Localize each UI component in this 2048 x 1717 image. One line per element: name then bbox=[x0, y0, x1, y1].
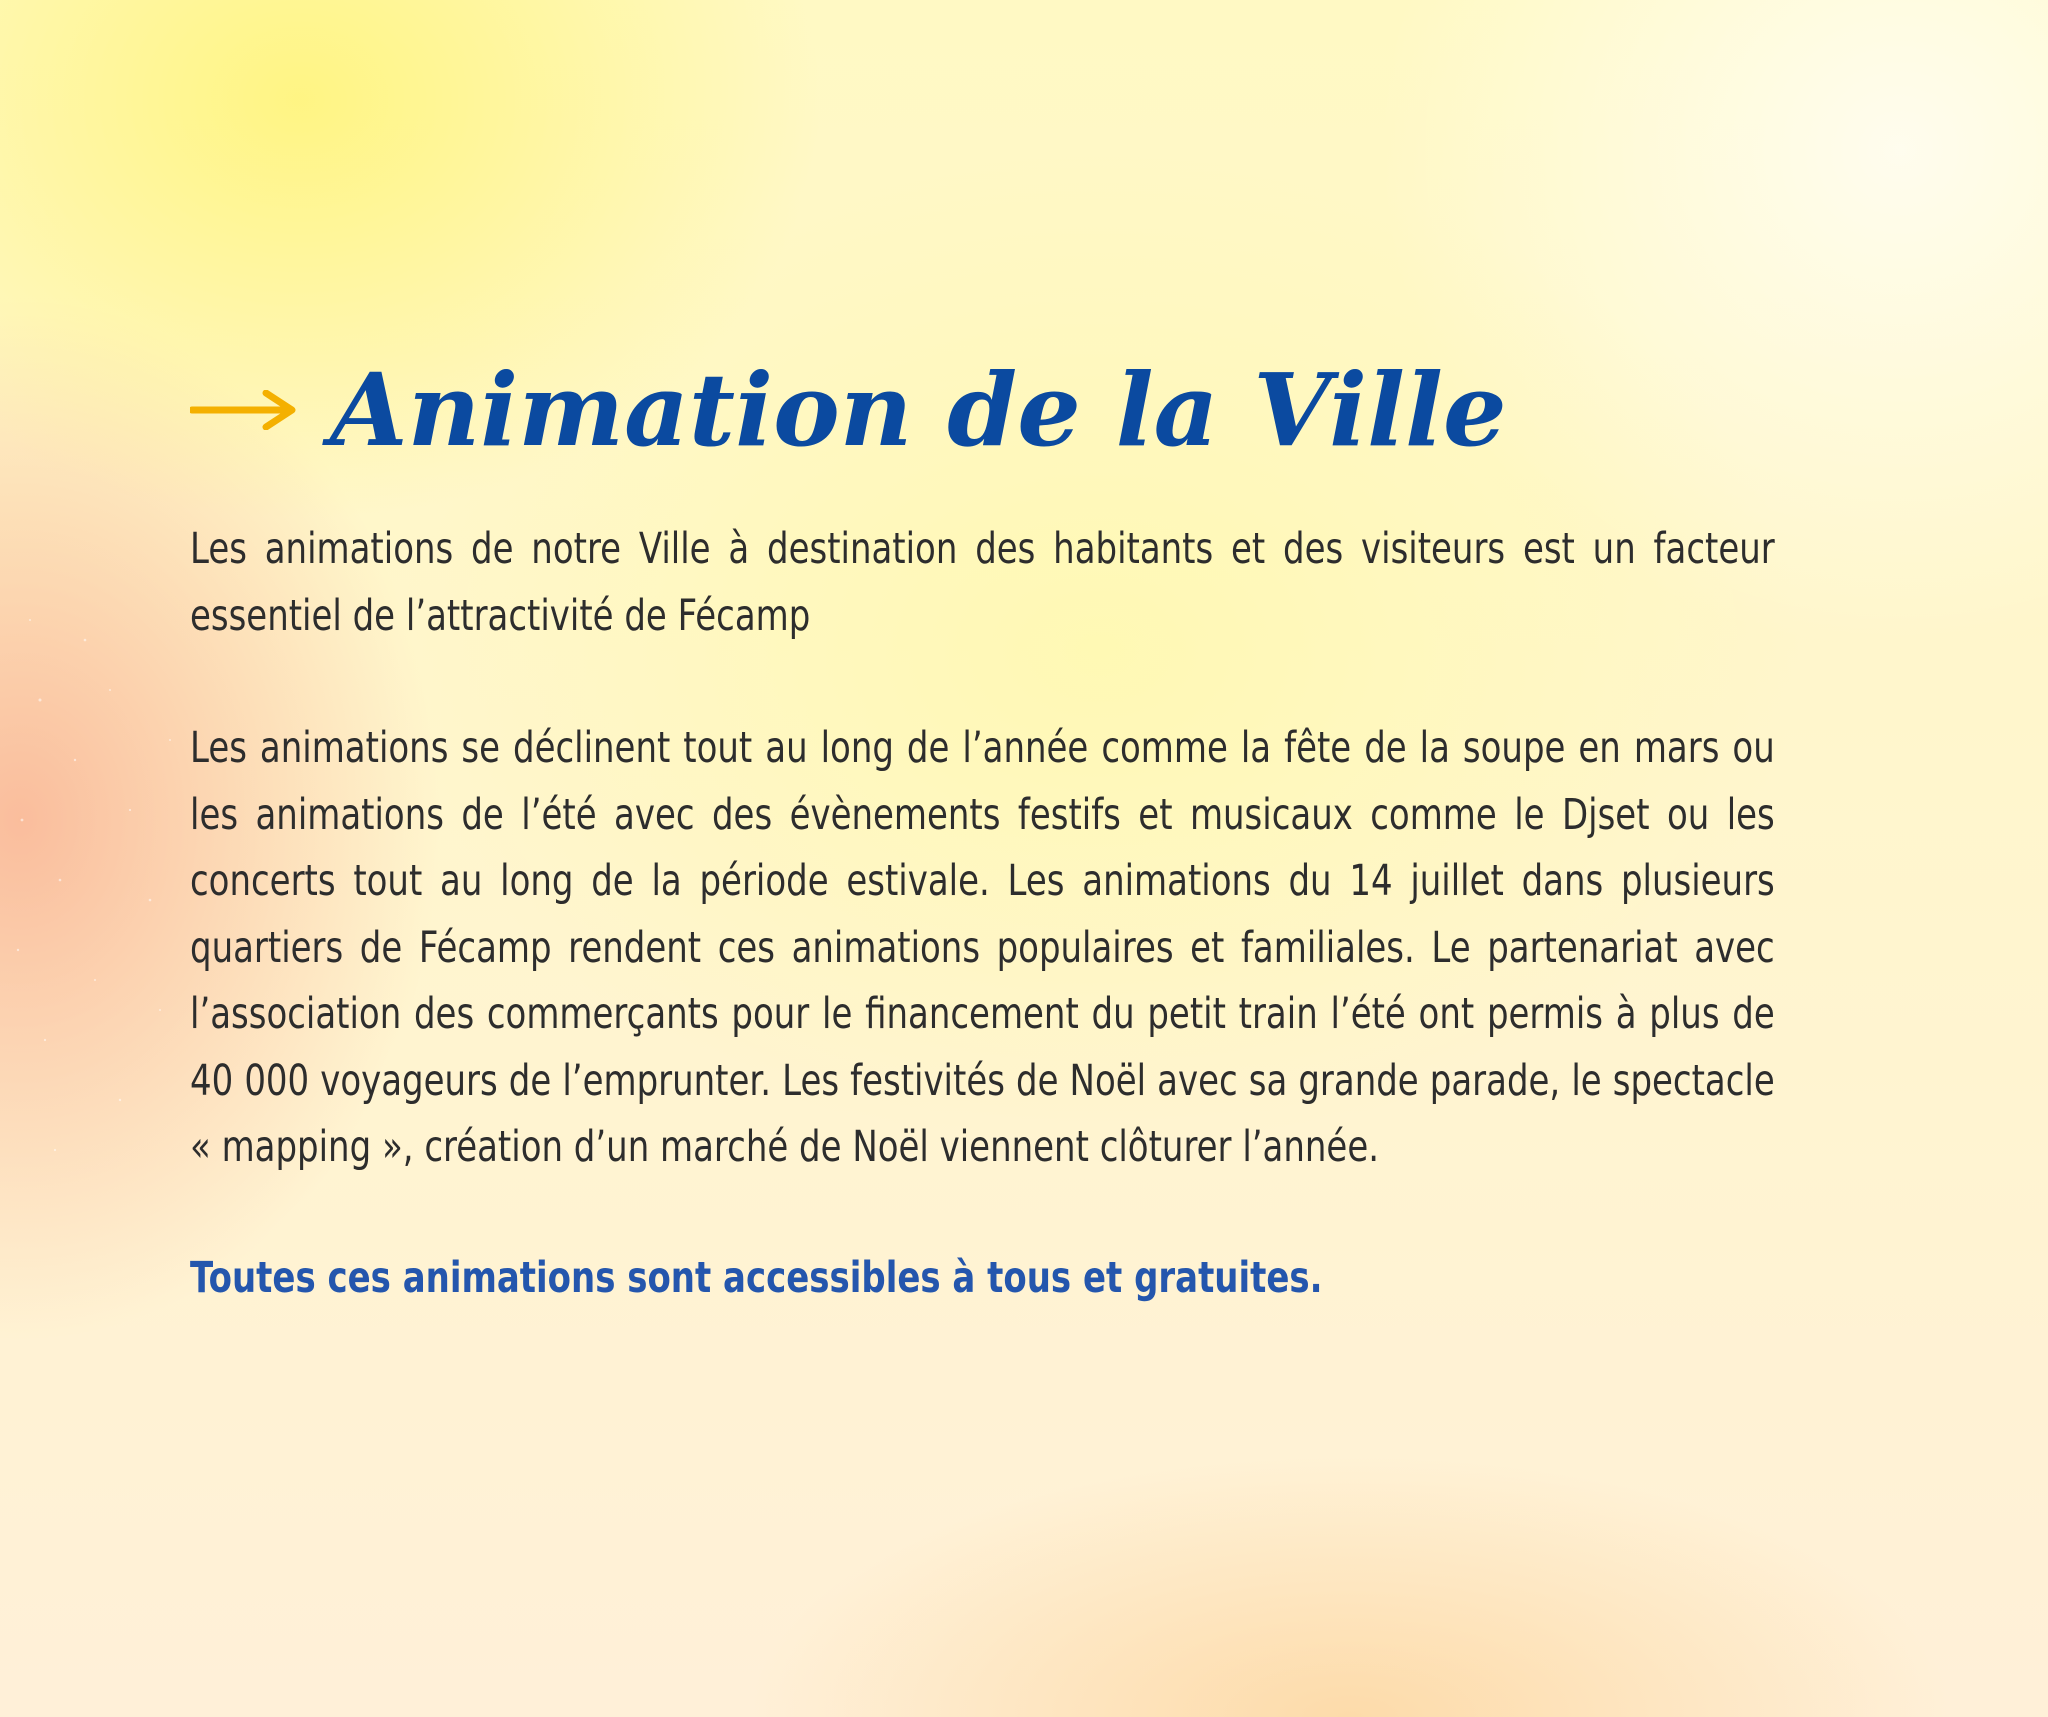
body-paragraph: Les animations se déclinent tout au long de l’année comme la fête de la soupe en mars ou les animations de l’été avec des évènements festifs et musicaux comme le Djset ou les concerts tout au long de la période estivale. Les animations du 14 juillet dans plusieurs quartiers de Fécamp rendent ces animations populaires et familiales. Le partenariat avec l’association des commerçants pour le financement du petit train l’été ont permis à plus de 40 000 voyageurs de l’emprunter. Les festivités de Noël avec sa grande parade, le spectacle « mapping », création d’un marché de Noël viennent clôturer l’année. bbox=[190, 723, 1775, 1172]
intro-paragraph: Les animations de notre Ville à destination des habitants et des visiteurs est un facteur essentiel de l’attractivité de Fécamp bbox=[190, 524, 1775, 641]
article bbox=[190, 340, 1775, 1311]
highlight-statement: Toutes ces animations sont accessibles à tous et gratuites. bbox=[190, 1252, 1323, 1303]
section-heading bbox=[190, 340, 1775, 480]
page-title: Animation de la Ville bbox=[330, 351, 1507, 469]
arrow-right-icon bbox=[190, 390, 300, 430]
